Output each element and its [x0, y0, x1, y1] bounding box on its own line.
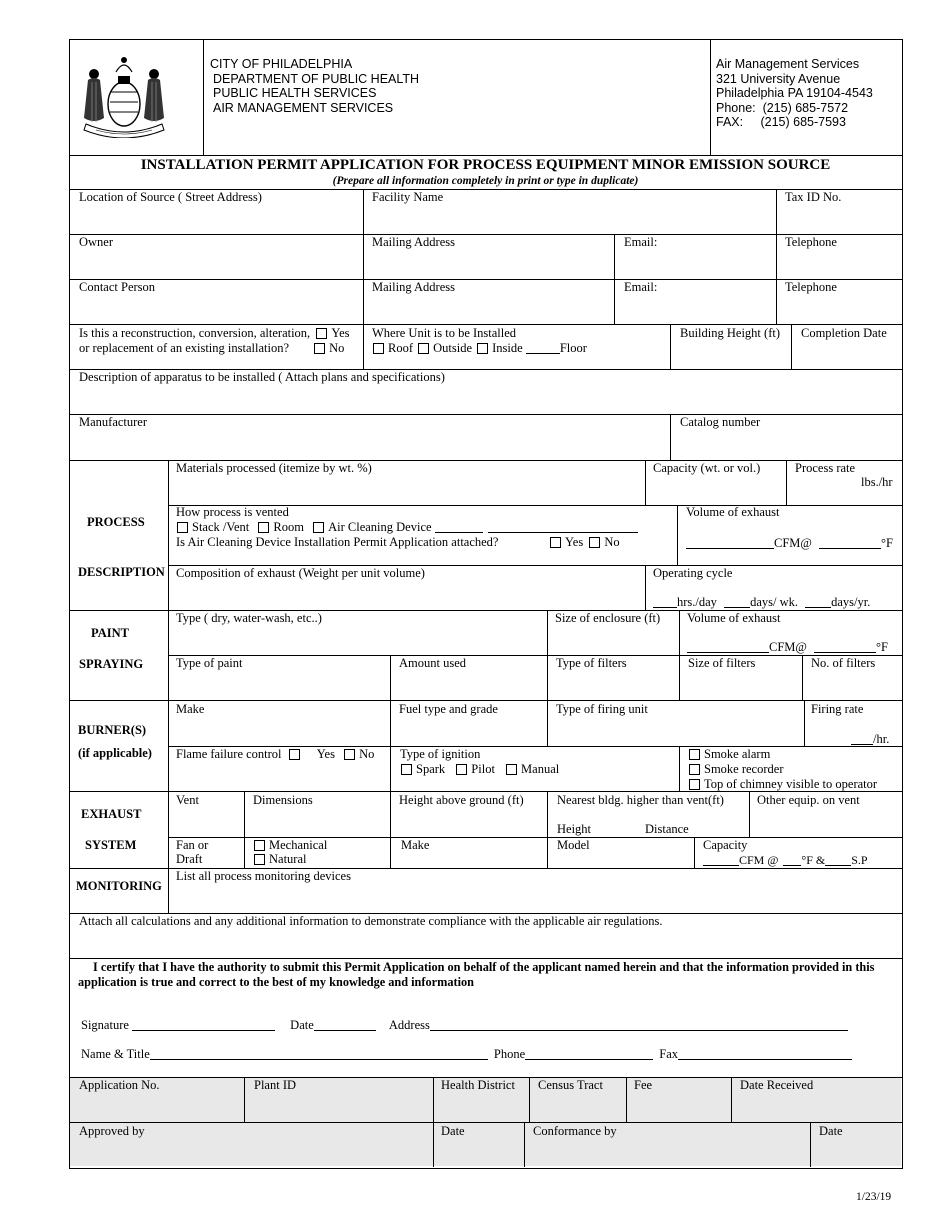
- taxid-field[interactable]: Tax ID No.: [785, 190, 842, 204]
- completion-date-field[interactable]: Completion Date: [801, 326, 887, 340]
- vented-label: How process is vented: [176, 505, 289, 519]
- recon-yes-checkbox[interactable]: [316, 328, 327, 339]
- divider: [69, 155, 902, 156]
- fan-temp-input[interactable]: [783, 853, 801, 866]
- approved-date-field[interactable]: Date: [441, 1124, 465, 1138]
- revision-date: 1/23/19: [856, 1191, 892, 1203]
- firing-rate-blank[interactable]: [851, 732, 873, 745]
- stack-vent-checkbox[interactable]: [177, 522, 188, 533]
- burner-side-label: BURNER(S): [78, 723, 147, 737]
- inside-checkbox[interactable]: [477, 343, 488, 354]
- natural-checkbox[interactable]: [254, 854, 265, 865]
- ignition-label: Type of ignition: [400, 747, 481, 761]
- acd-input-2[interactable]: [488, 520, 638, 533]
- fan-model-field[interactable]: Model: [557, 838, 590, 852]
- vent-field[interactable]: Vent: [176, 793, 199, 807]
- firing-unit-field[interactable]: Type of firing unit: [556, 702, 648, 716]
- contact-telephone-field[interactable]: Telephone: [785, 280, 837, 294]
- address-city: Philadelphia PA 19104-4543: [716, 86, 873, 100]
- amount-used-field[interactable]: Amount used: [399, 656, 467, 670]
- paint-volume-exhaust-input: CFM@ °F: [687, 640, 888, 655]
- fan-cfm-input[interactable]: [703, 853, 739, 866]
- paint-type-field[interactable]: Type ( dry, water-wash, etc..): [176, 611, 322, 625]
- flame-no-checkbox[interactable]: [344, 749, 355, 760]
- owner-mailing-field[interactable]: Mailing Address: [372, 235, 455, 249]
- nearest-height-label: Height: [557, 822, 592, 836]
- capacity-field[interactable]: Capacity (wt. or vol.): [653, 461, 761, 475]
- city-seal-icon: [78, 52, 170, 138]
- process-rate-field[interactable]: Process rate: [795, 461, 856, 475]
- filter-size-field[interactable]: Size of filters: [688, 656, 756, 670]
- health-district-field[interactable]: Health District: [441, 1078, 515, 1092]
- phone-input[interactable]: [525, 1047, 653, 1060]
- reconstruction-question-2: or replacement of an existing installation? No: [79, 341, 345, 355]
- address-phone: Phone: (215) 685-7572: [716, 100, 849, 115]
- monitoring-devices-field[interactable]: List all process monitoring devices: [176, 869, 351, 883]
- days-input[interactable]: [724, 595, 750, 608]
- smoke-alarm-checkbox[interactable]: [689, 749, 700, 760]
- signature-input[interactable]: [132, 1018, 275, 1031]
- acd-yes-checkbox[interactable]: [550, 537, 561, 548]
- census-tract-field[interactable]: Census Tract: [538, 1078, 603, 1092]
- system-side-label: SYSTEM: [85, 838, 137, 852]
- catalog-number-field[interactable]: Catalog number: [680, 415, 761, 429]
- conformance-date-field[interactable]: Date: [819, 1124, 843, 1138]
- nearest-building-field[interactable]: Nearest bldg. higher than vent(ft): [557, 793, 724, 807]
- temperature-input[interactable]: [819, 536, 881, 549]
- process-rate-unit: lbs./hr: [861, 475, 893, 489]
- header-phs-line: PUBLIC HEALTH SERVICES: [213, 86, 377, 100]
- signature-address-input[interactable]: [430, 1018, 848, 1031]
- date-received-field[interactable]: Date Received: [740, 1078, 814, 1092]
- volume-exhaust-input: CFM@ °F: [686, 536, 893, 551]
- conformance-by-field[interactable]: Conformance by: [533, 1124, 617, 1138]
- fan-draft-label: Fan or Draft: [176, 838, 209, 866]
- hrs-input[interactable]: [653, 595, 677, 608]
- address-org: Air Management Services: [716, 57, 860, 71]
- height-ground-field[interactable]: Height above ground (ft): [399, 793, 524, 807]
- firing-rate-input: /hr.: [851, 732, 889, 747]
- plant-id-field[interactable]: Plant ID: [254, 1078, 297, 1092]
- filter-count-field[interactable]: No. of filters: [811, 656, 876, 670]
- name-title-row: Name & Title Phone Fax: [81, 1047, 852, 1062]
- contact-mailing-field[interactable]: Mailing Address: [372, 280, 455, 294]
- spraying-side-label: SPRAYING: [79, 657, 144, 671]
- burner-applicable-label: (if applicable): [78, 746, 152, 760]
- attach-calculations-note: Attach all calculations and any additional information to demonstrate compliance with the applicable air regulations.: [79, 914, 663, 928]
- form-subtitle: (Prepare all information completely in print or type in duplicate): [332, 175, 639, 187]
- manual-checkbox[interactable]: [506, 764, 517, 775]
- approved-by-field[interactable]: Approved by: [79, 1124, 145, 1138]
- manufacturer-field[interactable]: Manufacturer: [79, 415, 148, 429]
- address-fax: FAX: (215) 685-7593: [716, 115, 846, 129]
- vent-options: Stack /Vent Room Air Cleaning Device: [177, 520, 638, 535]
- fan-sp-input[interactable]: [825, 853, 851, 866]
- room-checkbox[interactable]: [258, 522, 269, 533]
- form-title: INSTALLATION PERMIT APPLICATION FOR PROCESS EQUIPMENT MINOR EMISSION SOURCE: [140, 157, 831, 173]
- paint-side-label: PAINT: [91, 626, 129, 640]
- owner-telephone-field[interactable]: Telephone: [785, 235, 837, 249]
- acd-input-1[interactable]: [435, 520, 483, 533]
- location-field[interactable]: Location of Source ( Street Address): [79, 190, 262, 204]
- building-height-field[interactable]: Building Height (ft): [680, 326, 780, 340]
- reconstruction-question: Is this a reconstruction, conversion, alteration, Yes: [79, 326, 350, 340]
- operating-cycle-inputs: hrs./day days/ wk. days/yr.: [653, 595, 870, 610]
- fan-make-field[interactable]: Make: [401, 838, 430, 852]
- fax-input[interactable]: [678, 1047, 852, 1060]
- other-equipment-field[interactable]: Other equip. on vent: [757, 793, 860, 807]
- flame-failure-row: Flame failure control Yes No: [176, 747, 375, 761]
- divider: [710, 39, 711, 156]
- mechanical-checkbox[interactable]: [254, 840, 265, 851]
- process-side-label: PROCESS: [87, 515, 145, 529]
- where-installed-options: Roof Outside Inside Floor: [373, 341, 587, 356]
- where-installed-label: Where Unit is to be Installed: [372, 326, 517, 340]
- fan-capacity-inputs: CFM @ °F & S.P: [703, 853, 868, 868]
- header-ams-line: AIR MANAGEMENT SERVICES: [213, 100, 394, 115]
- filter-type-field[interactable]: Type of filters: [556, 656, 627, 670]
- floor-input[interactable]: [526, 341, 560, 354]
- air-cleaning-checkbox[interactable]: [313, 522, 324, 533]
- chimney-visible-checkbox[interactable]: [689, 779, 700, 790]
- dimensions-field[interactable]: Dimensions: [253, 793, 313, 807]
- certification-statement: I certify that I have the authority to submit this Permit Application on behalf of the applicant named herein and that the information provided in this application is true and correct to the best of my knowledge and information: [78, 960, 875, 989]
- fan-type-options: Mechanical Natural: [254, 838, 327, 866]
- firing-rate-field[interactable]: Firing rate: [811, 702, 864, 716]
- ignition-options: Spark Pilot Manual: [401, 762, 559, 777]
- smoke-recorder-checkbox[interactable]: [689, 764, 700, 775]
- roof-checkbox[interactable]: [373, 343, 384, 354]
- flame-yes-checkbox[interactable]: [289, 749, 300, 760]
- acd-attached-question: Is Air Cleaning Device Installation Permit Application attached?: [176, 535, 499, 549]
- paint-temperature-input[interactable]: [814, 640, 876, 653]
- enclosure-size-field[interactable]: Size of enclosure (ft): [555, 611, 661, 625]
- outside-checkbox[interactable]: [418, 343, 429, 354]
- contact-email-field[interactable]: Email:: [624, 280, 658, 294]
- cfm-input[interactable]: [686, 536, 774, 549]
- header-city-line: CITY OF PHILADELPHIA: [210, 57, 353, 71]
- pilot-checkbox[interactable]: [456, 764, 467, 775]
- owner-email-field[interactable]: Email:: [624, 235, 658, 249]
- description-side-label: DESCRIPTION: [78, 565, 165, 579]
- signature-row: Signature Date Address: [81, 1018, 848, 1033]
- owner-field[interactable]: Owner: [79, 235, 114, 249]
- nearest-distance-label: Distance: [645, 822, 689, 836]
- contact-field[interactable]: Contact Person: [79, 280, 156, 294]
- monitoring-side-label: MONITORING: [76, 879, 162, 893]
- signature-date-input[interactable]: [314, 1018, 376, 1031]
- divider: [203, 39, 204, 156]
- fuel-type-field[interactable]: Fuel type and grade: [399, 702, 498, 716]
- header-dept-line: DEPARTMENT OF PUBLIC HEALTH: [213, 71, 420, 86]
- name-title-input[interactable]: [150, 1047, 488, 1060]
- smoke-options: Smoke alarm Smoke recorder Top of chimney visible to operator: [689, 747, 877, 792]
- acd-no-checkbox[interactable]: [589, 537, 600, 548]
- recon-no-checkbox[interactable]: [314, 343, 325, 354]
- application-number-field[interactable]: Application No.: [79, 1078, 160, 1092]
- paint-cfm-input[interactable]: [687, 640, 769, 653]
- materials-field[interactable]: Materials processed (itemize by wt. %): [176, 461, 372, 475]
- operating-cycle-label: Operating cycle: [653, 566, 733, 580]
- fee-field[interactable]: Fee: [634, 1078, 653, 1092]
- acd-attached-options: Yes No: [550, 535, 620, 550]
- composition-field[interactable]: Composition of exhaust (Weight per unit volume): [176, 566, 425, 580]
- burner-make-field[interactable]: Make: [176, 702, 205, 716]
- address-street: 321 University Avenue: [716, 71, 841, 86]
- days-year-input[interactable]: [805, 595, 831, 608]
- volume-exhaust-field[interactable]: Volume of exhaust: [686, 505, 780, 519]
- facility-field[interactable]: Facility Name: [372, 190, 444, 204]
- description-field[interactable]: Description of apparatus to be installed ( Attach plans and specifications): [79, 370, 445, 384]
- paint-kind-field[interactable]: Type of paint: [176, 656, 243, 670]
- exhaust-side-label: EXHAUST: [81, 807, 142, 821]
- spark-checkbox[interactable]: [401, 764, 412, 775]
- fan-capacity-label: Capacity: [703, 838, 748, 852]
- paint-volume-exhaust-field[interactable]: Volume of exhaust: [687, 611, 781, 625]
